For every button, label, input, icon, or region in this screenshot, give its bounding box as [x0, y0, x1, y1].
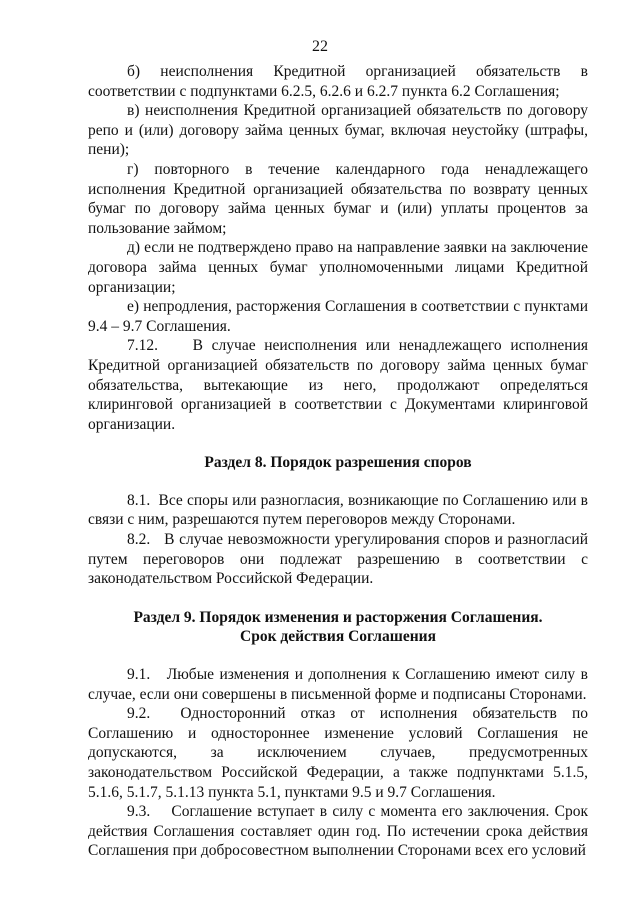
- paragraph-7-11-b: б) неисполнения Кредитной организацией обязательств в соответствии с подпунктами 6.2.5, 6.2.6 и 6.2.7 пункта 6.2 Соглашения;: [88, 63, 588, 100]
- section-9-heading-line1: Раздел 9. Порядок изменения и расторжения Соглашения.: [133, 608, 543, 626]
- spacer: [88, 647, 588, 665]
- spacer: [88, 589, 588, 608]
- page-number: 22: [312, 38, 328, 55]
- paragraph-9-1: 9.1. Любые изменения и дополнения к Соглашению имеют силу в случае, если они совершены в письменной форме и подписаны Сторонами.: [88, 666, 588, 703]
- paragraph-7-11-g: г) повторного в течение календарного года ненадлежащего исполнения Кредитной организацией обязательства по возврату ценных бумаг по договору займа ценных бумаг и (или) уплаты процентов за пользование займом;: [88, 160, 588, 237]
- spacer: [88, 434, 588, 453]
- paragraph-7-12: 7.12. В случае неисполнения или ненадлежащего исполнения Кредитной организацией обязательств по договору займа ценных бумаг обязательства, вытекающие из него, продолжают определяться клиринговой организацией в соответствии с Документами клиринговой организации.: [88, 337, 588, 433]
- paragraph-9-2: 9.2. Односторонний отказ от исполнения обязательств по Соглашению и одностороннее изменение условий Соглашения не допускаются, за исключением случаев, предусмотренных законодательством Российской Федерации, а также подпунктами 5.1.5, 5.1.6, 5.1.7, 5.1.13 пункта 5.1, пунктами 9.5 и 9.7 Соглашения.: [88, 705, 588, 801]
- paragraph-8-1: 8.1. Все споры или разногласия, возникающие по Соглашению или в связи с ним, разрешаются путем переговоров между Сторонами.: [88, 491, 588, 529]
- paragraph-7-11-v: в) неисполнения Кредитной организацией обязательств по договору репо и (или) договору займа ценных бумаг, включая неустойку (штрафы, пени);: [88, 102, 588, 159]
- paragraph-9-3: 9.3. Соглашение вступает в силу с момента его заключения. Срок действия Соглашения составляет один год. По истечении срока действия Соглашения при добросовестном выполнении Сторонами всех его условий: [88, 803, 588, 860]
- section-9-heading-line2: Срок действия Соглашения: [240, 628, 436, 646]
- spacer: [88, 473, 588, 491]
- section-8-heading: Раздел 8. Порядок разрешения споров: [204, 454, 472, 472]
- paragraph-7-11-d: д) если не подтверждено право на направление заявки на заключение договора займа ценных бумаг уполномоченными лицами Кредитной организации;: [88, 239, 588, 296]
- document-body: [88, 62, 588, 861]
- paragraph-7-11-e: е) непродления, расторжения Соглашения в соответствии с пунктами 9.4 – 9.7 Соглашения.: [88, 298, 588, 335]
- paragraph-8-2: 8.2. В случае невозможности урегулирования споров и разногласий путем переговоров они подлежат разрешению в соответствии с законодательством Российской Федерации.: [88, 531, 588, 588]
